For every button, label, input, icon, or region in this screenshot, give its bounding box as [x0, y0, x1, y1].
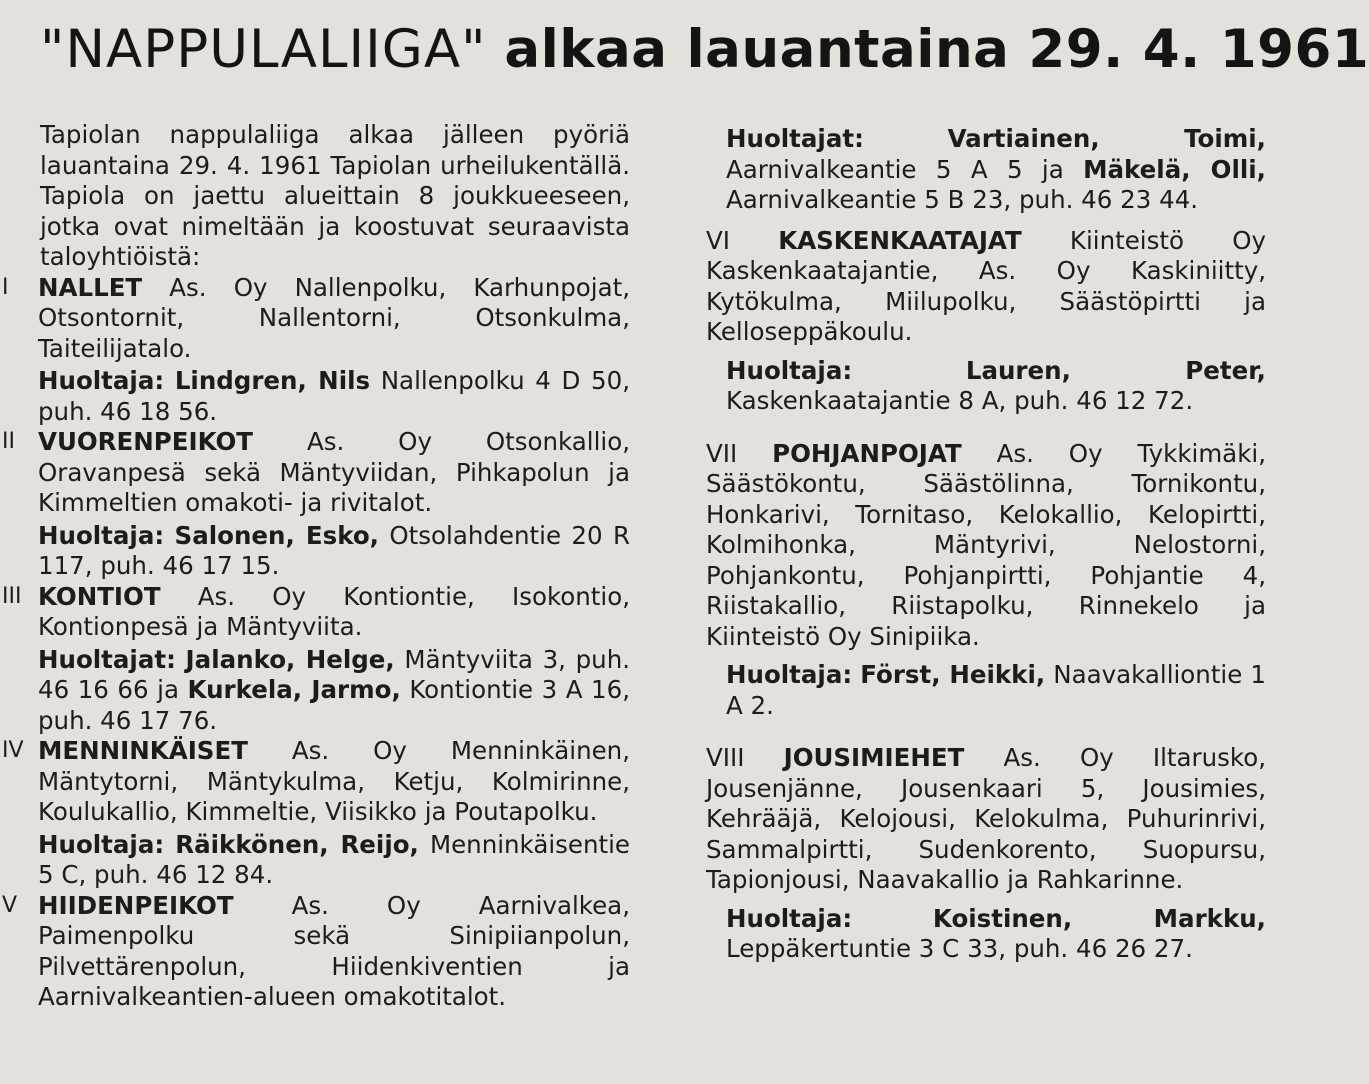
team-area-list: As. Oy Nallenpolku, Karhunpojat, Otsontornit, Nallentorni, Otsonkulma, Taiteilijatalo. [38, 272, 630, 363]
contact-person: Först, Heikki, [860, 660, 1046, 689]
team-name: NALLET [38, 272, 143, 302]
team-name: MENNINKÄISET [38, 736, 248, 765]
contact-details: Nallenpolku 4 D 50, puh. 46 18 56. [38, 366, 630, 426]
contact-joiner: ja [157, 675, 179, 704]
contact-details: Mäntyviita 3, puh. 46 16 66 [38, 644, 631, 704]
team-area-list: Kiinteistö Oy Kaskenkaatajantie, As. Oy Kaskiniitty, Kytökulma, Miilupolku, Säästöpirtti ja Kelloseppäkoulu. [706, 225, 1266, 346]
contact-details: Aarnivalkeantie 5 A 5 [726, 154, 1023, 184]
contact-label: Huoltaja: [726, 903, 853, 933]
contact-details: Menninkäisentie 5 C, puh. 46 12 84. [38, 829, 630, 889]
team-areas [706, 439, 1266, 653]
team-numeral: III [2, 583, 22, 609]
contact-label: Huoltaja: [726, 355, 853, 385]
team-areas [2, 891, 630, 1013]
team-area-list: As. Oy Aarnivalkea, Paimenpolku sekä Sinipiianpolun, Pilvettärenpolun, Hiidenkiventien ja Aarnivalkeantien-alueen omakotitalot. [38, 890, 630, 1011]
team-areas [2, 582, 630, 643]
contact-person: Lauren, Peter, [965, 355, 1266, 385]
right-column [706, 122, 1266, 965]
left-column [2, 120, 630, 1013]
team-contact [706, 660, 1266, 721]
contact-person: Jalanko, Helge, [185, 644, 395, 674]
team-entry [2, 582, 630, 737]
contact-details: Leppäkertuntie 3 C 33, puh. 46 26 27. [726, 934, 1193, 963]
contact-person: Salonen, Esko, [174, 520, 379, 550]
team-contact [2, 645, 630, 737]
team-entry [706, 743, 1266, 965]
contact-details: Kaskenkaatajantie 8 A, puh. 46 12 72. [726, 386, 1194, 415]
contact-label: Huoltajat: [726, 124, 864, 153]
contact-details-2: Kontiontie 3 A 16, puh. 46 17 76. [38, 675, 631, 735]
team-areas [706, 226, 1266, 348]
team-area-list: As. Oy Tykkimäki, Säästökontu, Säästölinna, Tornikontu, Honkarivi, Tornitaso, Kelokallio, Kelopirtti, Kolmihonka, Mäntyrivi, Nelostorni, Pohjankontu, Pohjanpirtti, Pohjantie 4, Riistakallio, Riistapolku, Rinnekelo ja Kiinteistö Oy Sinipiika. [706, 438, 1266, 651]
team-name: KASKENKAATAJAT [778, 225, 1022, 255]
contact-details: Otsolahdentie 20 R 117, puh. 46 17 15. [38, 520, 630, 580]
team-entry-continued [706, 124, 1266, 216]
contact-label: Huoltaja: [38, 366, 165, 395]
contact-label: Huoltaja: [38, 829, 165, 859]
team-numeral: V [2, 892, 18, 918]
team-areas [2, 736, 630, 828]
contact-details-2: Aarnivalkeantie 5 B 23, puh. 46 23 44. [726, 185, 1199, 214]
team-name: JOUSIMIEHET [783, 743, 965, 772]
team-areas [2, 273, 630, 365]
team-area-list: As. Oy Iltarusko, Jousenjänne, Jousenkaari 5, Jousimies, Kehrääjä, Kelojousi, Kelokulma, Puhurinrivi, Sammalpirtti, Sudenkorento, Suopursu, Tapionjousi, Naavakallio ja Rahkarinne. [706, 743, 1266, 894]
team-entry [2, 736, 630, 891]
team-areas [706, 743, 1266, 896]
contact-person: Räikkönen, Reijo, [175, 829, 419, 859]
headline-date: alkaa lauantaina 29. 4. 1961 [504, 19, 1369, 80]
team-numeral: II [2, 429, 15, 454]
contact-joiner: ja [1041, 154, 1064, 184]
headline [40, 18, 1369, 82]
team-area-list: As. Oy Kontiontie, Isokontio, Kontionpesä ja Mäntyviita. [38, 581, 630, 641]
team-entry [2, 273, 630, 428]
headline-title: "NAPPULALIIGA" [40, 19, 487, 80]
contact-label: Huoltaja: [726, 660, 853, 689]
team-contact [2, 366, 630, 427]
team-entry [2, 427, 630, 582]
contact-label: Huoltaja: [38, 520, 165, 550]
contact-person-2: Mäkelä, Olli, [1083, 154, 1266, 184]
team-contact [2, 521, 630, 582]
team-entry [2, 891, 630, 1013]
team-name: POHJANPOJAT [772, 438, 962, 468]
team-numeral: IV [2, 738, 24, 763]
team-numeral: VII [706, 438, 738, 468]
team-numeral: VIII [706, 743, 745, 772]
team-contact [706, 904, 1266, 965]
team-name: KONTIOT [38, 581, 161, 611]
contact-label: Huoltajat: [38, 644, 176, 674]
contact-details: Naavakalliontie 1 A 2. [726, 660, 1266, 720]
contact-person: Lindgren, Nils [174, 366, 371, 395]
team-areas [2, 427, 630, 519]
contact-person: Koistinen, Markku, [932, 903, 1266, 933]
team-name: VUORENPEIKOT [38, 427, 254, 456]
intro-paragraph: Tapiolan nappulaliiga alkaa jälleen pyöriä lauantaina 29. 4. 1961 Tapiolan urheilukentällä. Tapiola on jaettu alueittain 8 joukkueeseen, jotka ovat nimeltään ja koostuvat seuraavista taloyhtiöistä: [40, 120, 630, 271]
team-area-list: As. Oy Otsonkallio, Oravanpesä sekä Mäntyviidan, Pihkapolun ja Kimmeltien omakoti- ja rivitalot. [38, 427, 631, 517]
team-name: HIIDENPEIKOT [38, 890, 234, 920]
team-area-list: As. Oy Menninkäinen, Mäntytorni, Mäntykulma, Ketju, Kolmirinne, Koulukallio, Kimmeltie, Viisikko ja Poutapolku. [38, 736, 630, 826]
contact-person: Vartiainen, Toimi, [947, 124, 1266, 153]
team-entry [706, 226, 1266, 417]
team-numeral: VI [706, 225, 730, 255]
team-numeral: I [2, 274, 9, 300]
team-contact [2, 830, 630, 891]
team-contact [706, 124, 1266, 216]
team-entry [706, 439, 1266, 722]
team-contact [706, 356, 1266, 417]
contact-person-2: Kurkela, Jarmo, [187, 675, 401, 704]
